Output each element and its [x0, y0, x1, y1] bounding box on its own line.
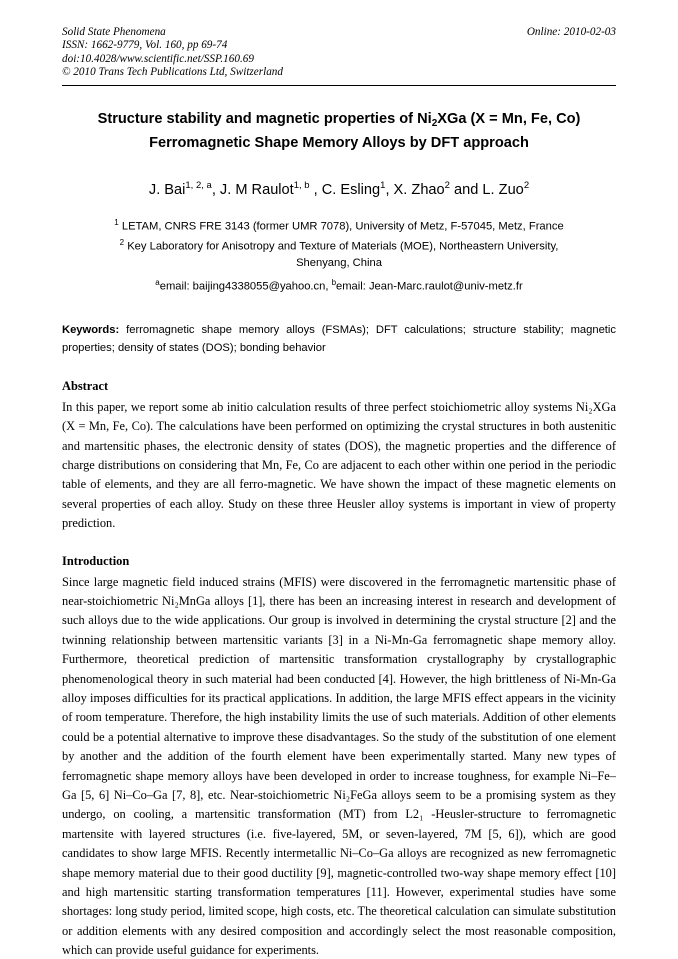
issn-line: ISSN: 1662-9779, Vol. 160, pp 69-74 — [62, 39, 228, 52]
author-affil-marker: 1, 2, a — [185, 179, 212, 191]
copyright-line: © 2010 Trans Tech Publications Ltd, Switzerland — [62, 66, 283, 79]
affiliation-item — [62, 235, 616, 255]
author-name: , C. Esling — [309, 181, 381, 198]
introduction-text: Since large magnetic field induced strains (MFIS) were discovered in the ferromagnetic martensitic phase of near-stoichiometric Ni₂MnGa alloys [1], there has been an increasing interest in research and development of such alloys due to the wide applications. Our group is involved in determining the crystal structure [2] and the twinning relationship between martensitic variants [3] in a Ni-Mn-Ga ferromagnetic shape memory alloy. Furthermore, theoretical prediction of martensitic transformation crystallography by crystallographic phenomenological theory in such material had been conducted [4]. However, the high brittleness of Ni-Mn-Ga alloy imposes difficulties for its practical applications. In addition, the large MFIS effect appears in the vicinity of room temperature. Therefore, the high instability limits the use of such materials. Addition of other elements could be a potential alternative to improve these disadvantages. So the study of the substitution of one element by another and the addition of the fourth element have been experimentally started. Many new types of ferromagnetic shape memory alloys have been developed in order to increase toughness, for example Ni–Fe–Ga [5, 6] Ni–Co–Ga [7, 8], etc. Near-stoichiometric Ni₂FeGa alloys seem to be a promising system as they undergo, on cooling, a martensitic transformation (MT) from L2₁ -Heusler-structure to ferromagnetic martensite with layered structures (i.e. five-layered, 5M, or seven-layered, 7M [5, 6]), which are good candidates to show large MFIS. Recently intermetallic Ni–Co–Ga alloys are recognized as new ferromagnetic shape memory material due to their good ductility [9], magnetic-controlled two-way shape memory effect [10] and high martensitic starting transformation temperatures [11]. However, experimental studies have some shortages: long study period, limited scope, high costs, etc. The theoretical calculation can simulate substitution or addition elements with any desired composition and accordingly select the most reasonable composition, which can provide useful guidance for experiments. — [62, 574, 616, 958]
email-b: email: Jean-Marc.raulot@univ-metz.fr — [336, 280, 523, 293]
author-emails — [62, 275, 616, 295]
affiliation-text: Shenyang, China — [296, 256, 382, 269]
title-line1-part1: Structure stability and magnetic properties of Ni — [97, 110, 432, 127]
page-title — [62, 108, 616, 154]
doi-line: doi:10.4028/www.scientific.net/SSP.160.69 — [62, 52, 254, 65]
author-name: , X. Zhao — [385, 181, 445, 198]
author-list — [62, 176, 616, 200]
email-marker-b: b — [331, 277, 337, 287]
abstract-text: In this paper, we report some ab initio calculation results of three perfect stoichiometric alloy systems Ni₂XGa (X = Mn, Fe, Co). The calculations have been performed on optimizing the crystal structures in both austenitic and martensitic phases, the electronic density of states (DOS), the magnetic properties and the difference of charge distributions on considering that Mn, Fe, Co are adjacent to each other within one period in the periodic table of elements, and they are all ferro-magnetic. We have shown the impact of these magnetic elements on several properties of each alloy. Study on these three Heusler alloy systems is important in view of property prediction. — [62, 399, 616, 531]
title-line1-part2: XGa (X = Mn, Fe, Co) — [437, 110, 581, 127]
affiliation-text: Key Laboratory for Anisotropy and Texture of Materials (MOE), Northeastern University, — [124, 240, 559, 253]
author-affil-marker: 2 — [523, 179, 530, 191]
abstract-heading: Abstract — [62, 378, 109, 393]
author-name: and L. Zuo — [449, 181, 524, 198]
online-date: Online: 2010-02-03 — [526, 26, 616, 38]
keywords-label: Keywords: — [62, 323, 120, 336]
keywords-block — [62, 321, 616, 357]
affiliation-marker: 1 — [114, 218, 119, 228]
affiliation-item — [62, 255, 616, 271]
title-subscript: 2 — [431, 117, 438, 129]
affiliation-marker: 2 — [119, 238, 125, 248]
page-header — [62, 26, 616, 80]
author-affil-marker: 1 — [380, 179, 386, 191]
author-affil-marker: 1, b — [293, 179, 310, 191]
email-marker-a: a — [155, 277, 160, 287]
author-name: J. Bai — [148, 181, 186, 198]
email-a: email: baijing4338055@yahoo.cn, — [159, 280, 332, 293]
author-name: , J. M Raulot — [211, 181, 294, 198]
journal-name: Solid State Phenomena — [62, 26, 166, 38]
keywords-text: ferromagnetic shape memory alloys (FSMAs); DFT calculations; structure stability; magnetic properties; density of states (DOS); bonding behavior — [62, 323, 616, 354]
affiliations — [62, 215, 616, 270]
introduction-heading: Introduction — [62, 553, 130, 568]
author-affil-marker: 2 — [444, 179, 450, 191]
affiliation-item — [62, 215, 616, 235]
title-line2: Ferromagnetic Shape Memory Alloys by DFT approach — [149, 134, 529, 151]
affiliation-text: LETAM, CNRS FRE 3143 (former UMR 7078), University of Metz, F-57045, Metz, France — [118, 221, 564, 234]
header-divider — [62, 85, 616, 86]
